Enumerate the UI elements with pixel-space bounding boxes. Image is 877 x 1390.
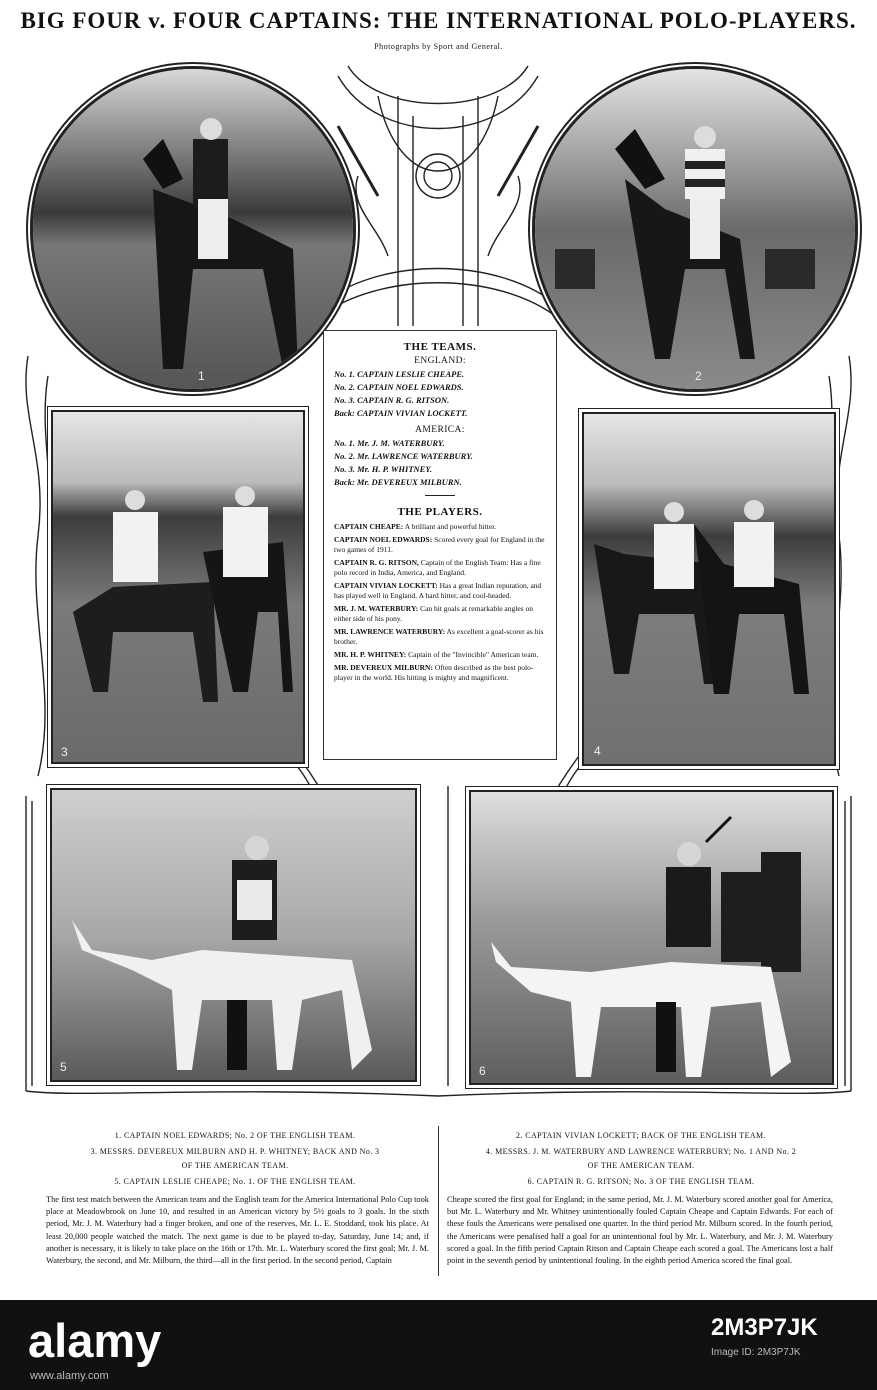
photo-1-image: [33, 69, 353, 389]
player-entry: [334, 663, 546, 683]
teams-panel: [323, 330, 557, 760]
america-player-line: No. 3. Mr. H. P. WHITNEY.: [334, 464, 433, 474]
photo-number: 3: [61, 745, 68, 759]
england-player-line: Back: CAPTAIN VIVIAN LOCKETT.: [334, 408, 468, 418]
player-text: Often described as the best polo-player in the world. His hitting is mighty and magnificent.: [334, 663, 534, 682]
player-name: MR. DEVEREUX MILBURN:: [334, 663, 433, 672]
photo-3-image: [53, 412, 303, 762]
caption-3-cont: OF THE AMERICAN TEAM.: [181, 1161, 289, 1170]
england-player-line: No. 1. CAPTAIN LESLIE CHEAPE.: [334, 369, 465, 379]
caption-1: 1. CAPTAIN NOEL EDWARDS; No. 2 OF THE ENGLISH TEAM.: [114, 1131, 356, 1140]
america-player-line: Back: Mr. DEVEREUX MILBURN.: [334, 477, 462, 487]
player-entry: [334, 558, 546, 578]
player-entry: [334, 627, 546, 647]
player-entry: [334, 581, 546, 601]
caption-4: 4. MESSRS. J. M. WATERBURY AND LAWRENCE WATERBURY; No. 1 AND No. 2: [485, 1147, 797, 1156]
photo-number: 5: [60, 1060, 67, 1074]
caption-3: 3. MESSRS. DEVEREUX MILBURN AND H. P. WHITNEY; BACK AND No. 3: [90, 1147, 380, 1156]
photo-6: [469, 790, 834, 1085]
photo-6-image: [471, 792, 832, 1083]
photo-number: 6: [479, 1064, 486, 1078]
page-title: BIG FOUR v. FOUR CAPTAINS: THE INTERNATIONAL POLO-PLAYERS.: [20, 8, 857, 33]
watermark-footer: [0, 1300, 877, 1390]
teams-heading: THE TEAMS.: [403, 341, 477, 353]
article-right-column: Cheape scored the first goal for England; in the same period, Mr. J. M. Waterbury scored another goal for America, but Mr. L. Waterbury and Mr. Whitney unintentionally fouled Captain Cheape and Captain Edwards. For each of these fouls the Americans were penalised one quarter. In the third period Mr. Milburn scored. In the fourth period, the Americans were penalised half a goal for an unintentional foul by Mr. L. Waterbury, and Mr. J. M. Waterbury scored a goal. In the fifth period Captain Ritson and Captain Cheape each scored a goal. The Americans lost a half point in the seventh period by unintentional fouling. In the eighth period America scored the final goal.: [447, 1195, 833, 1266]
player-name: CAPTAIN VIVIAN LOCKETT:: [334, 581, 438, 590]
player-entry: [334, 522, 546, 532]
photo-number: 2: [695, 369, 702, 383]
america-player-line: No. 1. Mr. J. M. WATERBURY.: [334, 438, 445, 448]
player-name: CAPTAIN R. G. RITSON,: [334, 558, 419, 567]
photo-4-image: [584, 414, 834, 764]
player-name: MR. LAWRENCE WATERBURY:: [334, 627, 446, 636]
image-id: Image ID: 2M3P7JK: [711, 1347, 801, 1358]
player-name: MR. H. P. WHITNEY:: [334, 650, 407, 659]
photo-credit: Photographs by Sport and General.: [374, 42, 503, 51]
photo-5-image: [52, 790, 415, 1080]
photo-5: [50, 788, 417, 1082]
player-text: As excellent a goal-scorer as his brother.: [334, 627, 544, 646]
player-name: CAPTAIN NOEL EDWARDS:: [334, 535, 433, 544]
player-entry: [334, 604, 546, 624]
photo-number: 1: [198, 369, 205, 383]
photo-2: [532, 66, 858, 392]
photo-4: [582, 412, 836, 766]
america-label: AMERICA:: [415, 425, 465, 435]
panel-rule: [425, 495, 455, 496]
article-left-column: The first test match between the American team and the English team for the America International Polo Cup took place at Meadowbrook on June 10, and resulted in an American victory by 5½ goals to 3 goals. In the sixth period, Mr. J. M. Waterbury had a finger broken, and one of the reserves, Mr. L. E. Stoddard, took his place. At least 20,000 people watched the match. The next game is due to be played to-day, Saturday, June 14; and, if another is necessary, it is likely to take place on the 16th or 17th. Mr. L. Waterbury scored the first goal; Mr. J. M. Waterbury, the second, and Mr. Milburn, the third—all in the first period. In the second period, Captain: [46, 1195, 429, 1266]
caption-2: 2. CAPTAIN VIVIAN LOCKETT; BACK OF THE ENGLISH TEAM.: [516, 1131, 766, 1140]
players-heading: THE PLAYERS.: [397, 506, 483, 518]
alamy-logo: alamy: [28, 1314, 162, 1367]
player-name: CAPTAIN CHEAPE:: [334, 522, 404, 531]
caption-5: 5. CAPTAIN LESLIE CHEAPE; No. 1. OF THE ENGLISH TEAM.: [114, 1177, 356, 1186]
player-text: Has a great Indian reputation, and has played well in England. A hard hitter, and cool-headed.: [334, 581, 542, 600]
photo-1: [30, 66, 356, 392]
column-divider: [438, 1126, 439, 1276]
england-player-line: No. 3. CAPTAIN R. G. RITSON.: [334, 395, 450, 405]
player-text: Captain of the "Invincible" American team.: [408, 650, 539, 659]
photo-number: 4: [594, 744, 601, 758]
player-text: Scored every goal for England in the two games of 1911.: [334, 535, 545, 554]
england-label: ENGLAND:: [414, 356, 466, 366]
america-player-line: No. 2. Mr. LAWRENCE WATERBURY.: [334, 451, 473, 461]
alamy-url: www.alamy.com: [30, 1370, 109, 1382]
player-text: Can hit goals at remarkable angles on either side of his pony.: [334, 604, 533, 623]
photo-3: [51, 410, 305, 764]
player-text: A brilliant and powerful hitter.: [404, 522, 497, 531]
image-code: 2M3P7JK: [711, 1314, 818, 1341]
photo-2-image: [535, 69, 855, 389]
caption-4-cont: OF THE AMERICAN TEAM.: [587, 1161, 695, 1170]
caption-6: 6. CAPTAIN R. G. RITSON; No. 3 OF THE ENGLISH TEAM.: [527, 1177, 755, 1186]
player-name: MR. J. M. WATERBURY:: [334, 604, 419, 613]
player-entry: [334, 535, 546, 555]
player-text: Captain of the English Team: Has a fine polo record in India, America, and England.: [334, 558, 541, 577]
england-player-line: No. 2. CAPTAIN NOEL EDWARDS.: [334, 382, 464, 392]
player-entry: [334, 650, 546, 660]
